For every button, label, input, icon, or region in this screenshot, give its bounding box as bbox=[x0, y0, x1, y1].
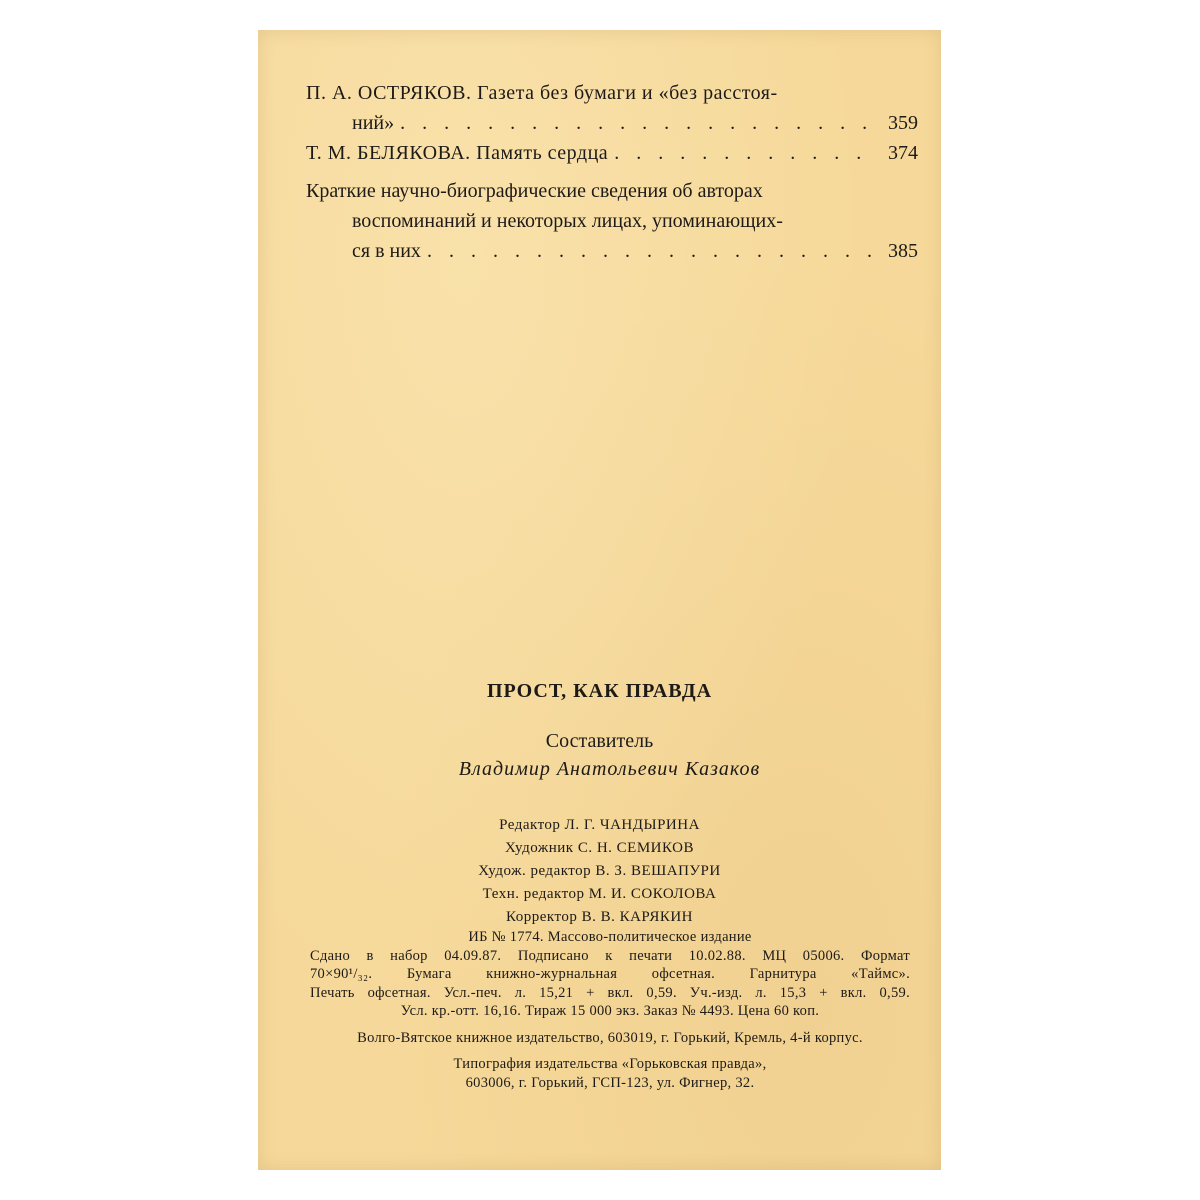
toc-entry-line: ний» bbox=[352, 112, 395, 134]
toc-entry bbox=[306, 176, 918, 266]
toc-entry bbox=[306, 138, 918, 168]
toc-entry bbox=[306, 78, 918, 138]
imprint bbox=[310, 928, 910, 1092]
compiler-name: Владимир Анатольевич Казаков bbox=[458, 758, 761, 780]
toc-page-number: 385 bbox=[888, 240, 918, 262]
toc-entry-line: Т. М. БЕЛЯКОВА. Память сердца bbox=[306, 142, 609, 164]
imprint-printer-line: 603006, г. Горький, ГСП-123, ул. Фигнер, 32. bbox=[465, 1074, 755, 1091]
compiler-label: Составитель bbox=[545, 730, 654, 752]
imprint-spec-line: Сдано в набор 04.09.87. Подписано к печати 10.02.88. МЦ 05006. Формат bbox=[310, 947, 910, 964]
imprint-spec-line: Печать офсетная. Усл.-печ. л. 15,21 + вкл. 0,59. Уч.-изд. л. 15,3 + вкл. 0,59. bbox=[310, 984, 910, 1001]
imprint-printer-line: Типография издательства «Горьковская правда», bbox=[453, 1056, 767, 1072]
credit-line: Редактор Л. Г. ЧАНДЫРИНА bbox=[499, 817, 700, 833]
toc-entry-line: ся в них bbox=[352, 240, 421, 262]
imprint-spec-line: 70×90¹/₃₂. Бумага книжно-журнальная офсетная. Гарнитура «Таймс». bbox=[310, 966, 910, 982]
toc-entry-line: Краткие научно-биографические сведения об авторах bbox=[306, 180, 763, 202]
credit-line: Худож. редактор В. З. ВЕШАПУРИ bbox=[478, 863, 721, 879]
credit-line: Корректор В. В. КАРЯКИН bbox=[505, 909, 694, 925]
imprint-ib: ИБ № 1774. Массово-политическое издание bbox=[468, 929, 752, 945]
leader-dots bbox=[421, 236, 878, 266]
table-of-contents bbox=[306, 78, 918, 266]
book-page bbox=[258, 30, 941, 1170]
imprint-spec-line: Усл. кр.-отт. 16,16. Тираж 15 000 экз. Заказ № 4493. Цена 60 коп. bbox=[400, 1003, 820, 1019]
imprint-publisher: Волго-Вятское книжное издательство, 603019, г. Горький, Кремль, 4-й корпус. bbox=[357, 1029, 863, 1046]
credit-line: Художник С. Н. СЕМИКОВ bbox=[505, 840, 694, 856]
toc-page-number: 374 bbox=[888, 142, 918, 164]
leader-dots bbox=[394, 108, 878, 138]
leader-dots bbox=[608, 138, 878, 168]
toc-entry-line: П. А. ОСТРЯКОВ. Газета без бумаги и «без расстоя- bbox=[306, 82, 778, 104]
toc-entry-line: воспоминаний и некоторых лицах, упоминающих- bbox=[352, 210, 783, 232]
credit-line: Техн. редактор М. И. СОКОЛОВА bbox=[482, 886, 717, 902]
book-title: ПРОСТ, КАК ПРАВДА bbox=[486, 680, 713, 702]
toc-page-number: 359 bbox=[888, 112, 918, 134]
credits-list bbox=[258, 814, 941, 929]
